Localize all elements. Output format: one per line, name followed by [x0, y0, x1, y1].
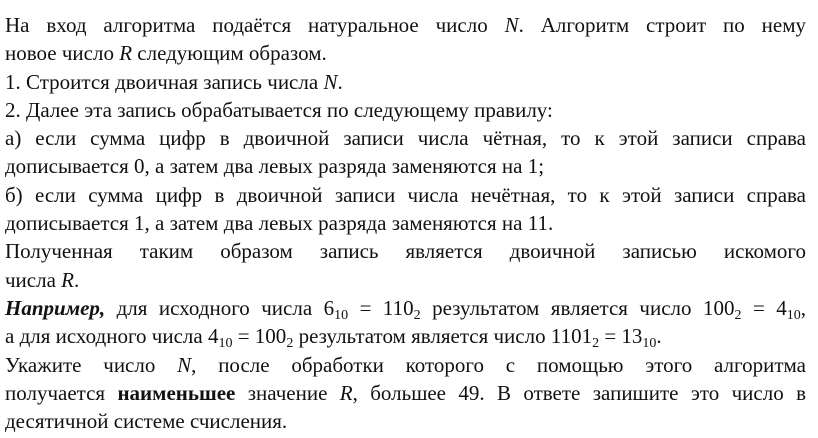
- rule-b-line-2: дописывается 1, а затем два левых разряда заменяются на 11.: [5, 211, 554, 236]
- example-text: = 110: [348, 295, 414, 320]
- result-text: числа: [5, 267, 62, 292]
- example-text: результатом является число 1101: [293, 324, 593, 349]
- question-text: получается: [5, 380, 118, 405]
- example-line-2: [5, 322, 806, 350]
- emphasis-word: наименьшее: [117, 380, 236, 405]
- variable-r: R: [61, 267, 74, 292]
- variable-r: R: [119, 41, 133, 66]
- subscript-base: 10: [642, 336, 657, 352]
- example-text: = 13: [599, 324, 643, 349]
- step-1-end: .: [337, 69, 343, 94]
- result-line-1: Полученная таким образом запись является двоичной записью искомого: [5, 239, 806, 264]
- step-2: 2. Далее эта запись обрабатывается по следующему правилу:: [5, 97, 553, 122]
- variable-n: N: [177, 352, 192, 377]
- example-line-1: [5, 294, 806, 322]
- question-line-1: [5, 351, 806, 379]
- example-text: = 4: [741, 295, 787, 320]
- example-label: Например,: [5, 295, 106, 320]
- question-text: , большее 49. В ответе запишите это число в: [352, 380, 806, 405]
- intro-line-1: [5, 11, 806, 39]
- question-text: значение: [235, 380, 340, 405]
- question-line-2: [5, 379, 806, 407]
- subscript-base: 10: [218, 336, 233, 352]
- subscript-base: 2: [413, 307, 421, 323]
- subscript-base: 10: [786, 307, 801, 323]
- variable-n: N: [504, 13, 519, 37]
- example-text: ,: [800, 295, 806, 320]
- step-1: [5, 68, 806, 96]
- intro-text-cont: . Алгоритм строит по нему: [518, 13, 807, 37]
- example-text: = 100: [232, 324, 287, 349]
- example-text: для исходного числа 6: [105, 295, 335, 320]
- subscript-base: 10: [334, 307, 349, 323]
- question-text: , после обработки которого с помощью этого алгоритма: [191, 352, 806, 377]
- intro-line-2: [5, 39, 806, 67]
- rule-a-line-2: дописывается 0, а затем два левых разряда заменяются на 1;: [5, 154, 545, 179]
- question-text: Укажите число: [5, 352, 178, 377]
- variable-r: R: [339, 380, 353, 405]
- step-1-text: 1. Строится двоичная запись числа: [5, 69, 324, 94]
- intro-text-cont: следующим образом.: [132, 41, 327, 66]
- example-text: .: [656, 324, 662, 349]
- rule-a-line-1: а) если сумма цифр в двоичной записи числа чётная, то к этой записи справа: [5, 126, 806, 151]
- intro-text: новое число: [5, 41, 120, 66]
- result-line-2: [5, 266, 806, 294]
- variable-n: N: [323, 69, 338, 94]
- question-line-3: десятичной системе счисления.: [5, 409, 288, 434]
- subscript-base: 2: [286, 336, 294, 352]
- subscript-base: 2: [734, 307, 742, 323]
- result-end: .: [74, 267, 80, 292]
- intro-text: На вход алгоритма подаётся натуральное число: [5, 13, 505, 37]
- example-text: а для исходного числа 4: [5, 324, 219, 349]
- rule-b-line-1: б) если сумма цифр в двоичной записи числа нечётная, то к этой записи справа: [5, 182, 806, 207]
- subscript-base: 2: [592, 336, 600, 352]
- example-text: результатом является число 100: [420, 295, 735, 320]
